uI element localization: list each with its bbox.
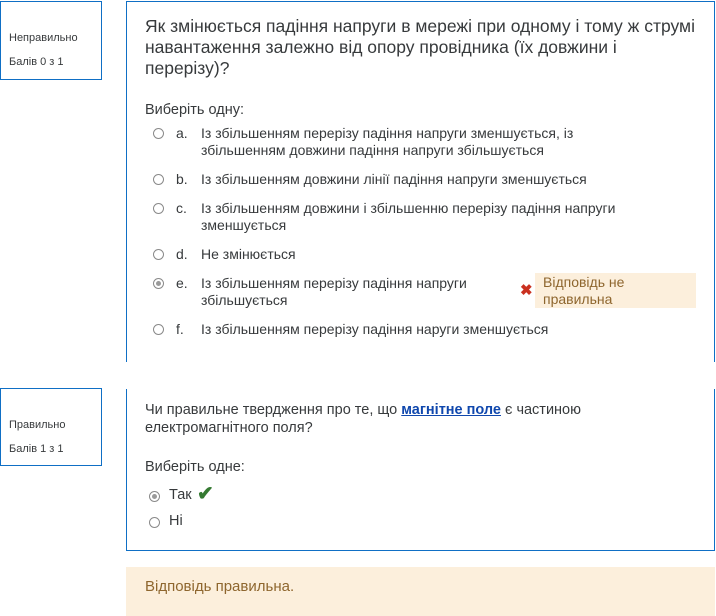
question-text: Як змінюється падіння напруги в мережі при одному і тому ж струмі навантаження залежно від опору провідника (їх довжини і перерізу)? bbox=[145, 16, 695, 78]
answer-feedback-correct: Відповідь правильна. bbox=[126, 567, 715, 616]
option-text: Із збільшенням перерізу падіння напруги збільшується bbox=[201, 275, 467, 308]
option-text: Із збільшенням перерізу падіння напруги зменшується, із збільшенням довжини падіння напруги збільшується bbox=[201, 125, 574, 158]
option-letter: c. bbox=[176, 200, 187, 216]
radio-button[interactable] bbox=[153, 203, 164, 214]
question-card-1 bbox=[126, 1, 715, 362]
option-text: Із збільшенням перерізу падіння наруги зменшується bbox=[201, 321, 549, 337]
question-info-1 bbox=[0, 1, 102, 80]
radio-button[interactable] bbox=[149, 517, 160, 528]
question-status: Неправильно bbox=[9, 32, 78, 44]
question-text-start: Чи правильне твердження про те, що bbox=[145, 402, 402, 418]
option-letter: f. bbox=[176, 321, 184, 337]
answer-prompt: Виберіть одну: bbox=[145, 102, 244, 118]
question-status: Правильно bbox=[9, 419, 66, 431]
answer-option-yes[interactable] bbox=[149, 487, 192, 503]
option-text: Не змінюється bbox=[201, 246, 296, 262]
option-letter: a. bbox=[176, 125, 188, 141]
question-text-end: є частиною електромагнітного поля? bbox=[145, 402, 581, 436]
answer-feedback-wrong: Відповідь не правильна bbox=[535, 273, 696, 308]
question-grade: Балів 1 з 1 bbox=[9, 443, 64, 455]
answer-option-no[interactable] bbox=[149, 513, 183, 529]
question-text bbox=[145, 401, 665, 437]
question-info-2 bbox=[0, 388, 102, 466]
option-letter: e. bbox=[176, 275, 188, 291]
option-letter: b. bbox=[176, 171, 188, 187]
radio-button[interactable] bbox=[153, 324, 164, 335]
option-text: Із збільшенням довжини і збільшенню перерізу падіння напруги зменшується bbox=[201, 200, 616, 233]
option-text: Так bbox=[169, 487, 192, 503]
radio-button[interactable] bbox=[153, 249, 164, 260]
glossary-link[interactable]: магнітне поле bbox=[401, 402, 501, 418]
radio-button[interactable] bbox=[153, 128, 164, 139]
option-text: Ні bbox=[169, 513, 183, 529]
answer-prompt: Виберіть одне: bbox=[145, 459, 245, 475]
cross-icon: ✖ bbox=[520, 282, 533, 299]
radio-button-selected[interactable] bbox=[149, 491, 160, 502]
radio-button[interactable] bbox=[153, 174, 164, 185]
check-icon: ✔ bbox=[197, 483, 214, 505]
option-letter: d. bbox=[176, 246, 188, 262]
question-card-2 bbox=[126, 389, 715, 551]
option-text: Із збільшенням довжини лінії падіння напруги зменшується bbox=[201, 171, 587, 187]
question-grade: Балів 0 з 1 bbox=[9, 56, 64, 68]
radio-button-selected[interactable] bbox=[153, 278, 164, 289]
